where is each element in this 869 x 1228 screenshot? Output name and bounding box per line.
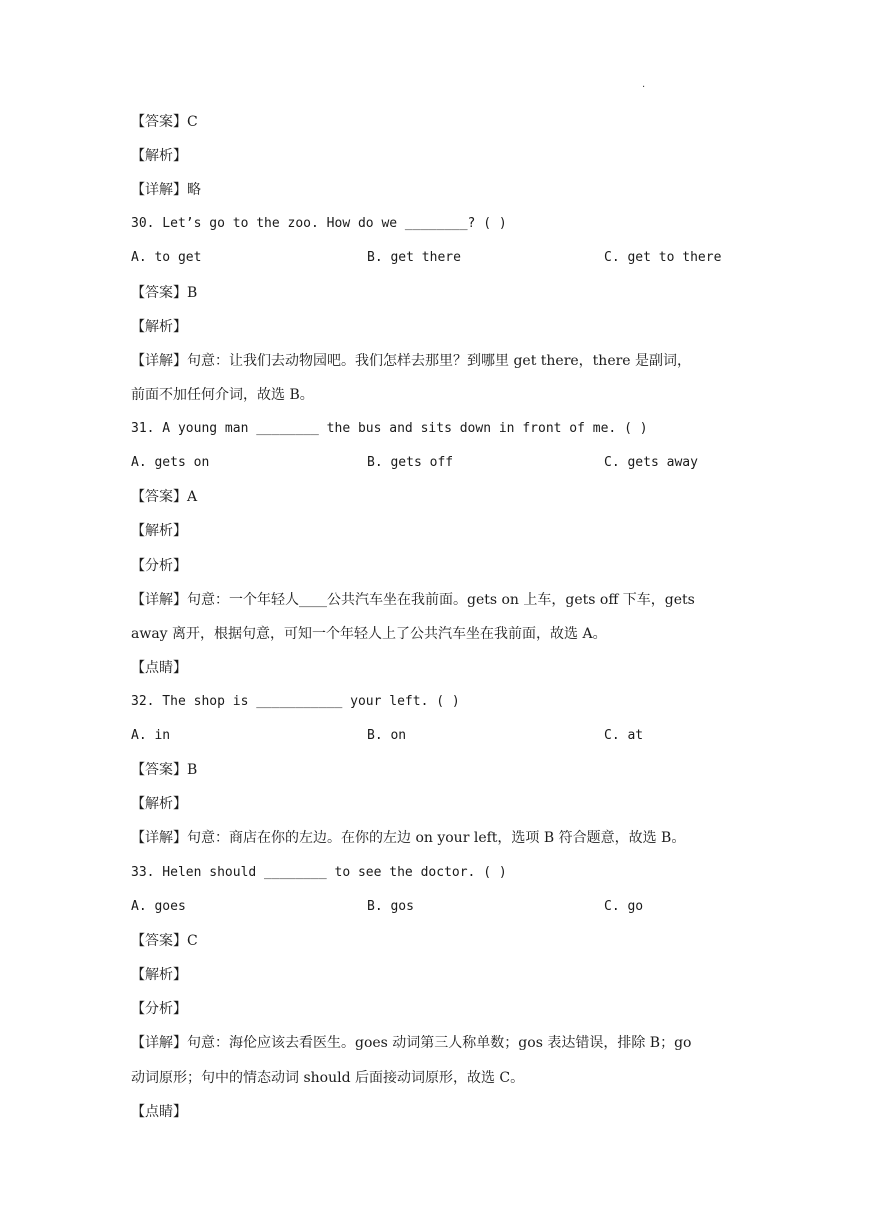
q32-detail: 【详解】句意：商店在你的左边。在你的左边 on your left，选项 B 符合题意，故选 B。 <box>131 830 686 846</box>
header-mark: · <box>642 82 646 93</box>
q33-detail-line-1: 【详解】句意：海伦应该去看医生。goes 动词第三人称单数；gos 表达错误，排除 B；go <box>131 1035 692 1051</box>
question-32: 32. The shop is ___________ your left. ( ) <box>131 694 460 709</box>
q33-breakdown: 【分析】 <box>131 1001 187 1017</box>
q31-detail-line-1: 【详解】句意：一个年轻人____公共汽车坐在我前面。gets on 上车，gets off 下车，gets <box>131 592 695 608</box>
q30-option-b: B. get there <box>367 250 461 265</box>
q33-key-point: 【点睛】 <box>131 1104 187 1120</box>
q31-option-a: A. gets on <box>131 455 210 470</box>
q33-detail-line-2: 动词原形；句中的情态动词 should 后面接动词原形，故选 C。 <box>131 1070 525 1086</box>
question-30: 30. Let’s go to the zoo. How do we ________? ( ) <box>131 216 507 231</box>
question-33: 33. Helen should ________ to see the doctor. ( ) <box>131 865 507 880</box>
q30-option-c: C. get to there <box>604 250 722 265</box>
q33-option-a: A. goes <box>131 899 186 914</box>
analysis-label: 【解析】 <box>131 148 187 164</box>
q30-option-a: A. to get <box>131 250 202 265</box>
q31-analysis: 【解析】 <box>131 523 187 539</box>
q31-detail-line-2: away 离开，根据句意，可知一个年轻人上了公共汽车坐在我前面，故选 A。 <box>131 626 607 642</box>
q30-detail-line-2: 前面不加任何介词，故选 B。 <box>131 387 314 403</box>
q32-analysis: 【解析】 <box>131 796 187 812</box>
q32-answer: 【答案】B <box>131 762 198 778</box>
detail-label: 【详解】略 <box>131 182 201 198</box>
q30-answer: 【答案】B <box>131 285 198 301</box>
q33-answer: 【答案】C <box>131 933 198 949</box>
q31-option-b: B. gets off <box>367 455 454 470</box>
q33-option-b: B. gos <box>367 899 414 914</box>
q33-analysis: 【解析】 <box>131 967 187 983</box>
q30-analysis: 【解析】 <box>131 319 187 335</box>
q31-option-c: C. gets away <box>604 455 698 470</box>
question-31: 31. A young man ________ the bus and sits down in front of me. ( ) <box>131 421 648 436</box>
answer-label: 【答案】C <box>131 114 198 130</box>
q31-answer: 【答案】A <box>131 489 198 505</box>
q32-option-c: C. at <box>604 728 644 743</box>
q33-option-c: C. go <box>604 899 644 914</box>
q32-option-b: B. on <box>367 728 407 743</box>
q30-detail-line-1: 【详解】句意：让我们去动物园吧。我们怎样去那里？到哪里 get there，there 是副词， <box>131 353 692 369</box>
q31-key-point: 【点睛】 <box>131 660 187 676</box>
q32-option-a: A. in <box>131 728 171 743</box>
q31-breakdown: 【分析】 <box>131 558 187 574</box>
